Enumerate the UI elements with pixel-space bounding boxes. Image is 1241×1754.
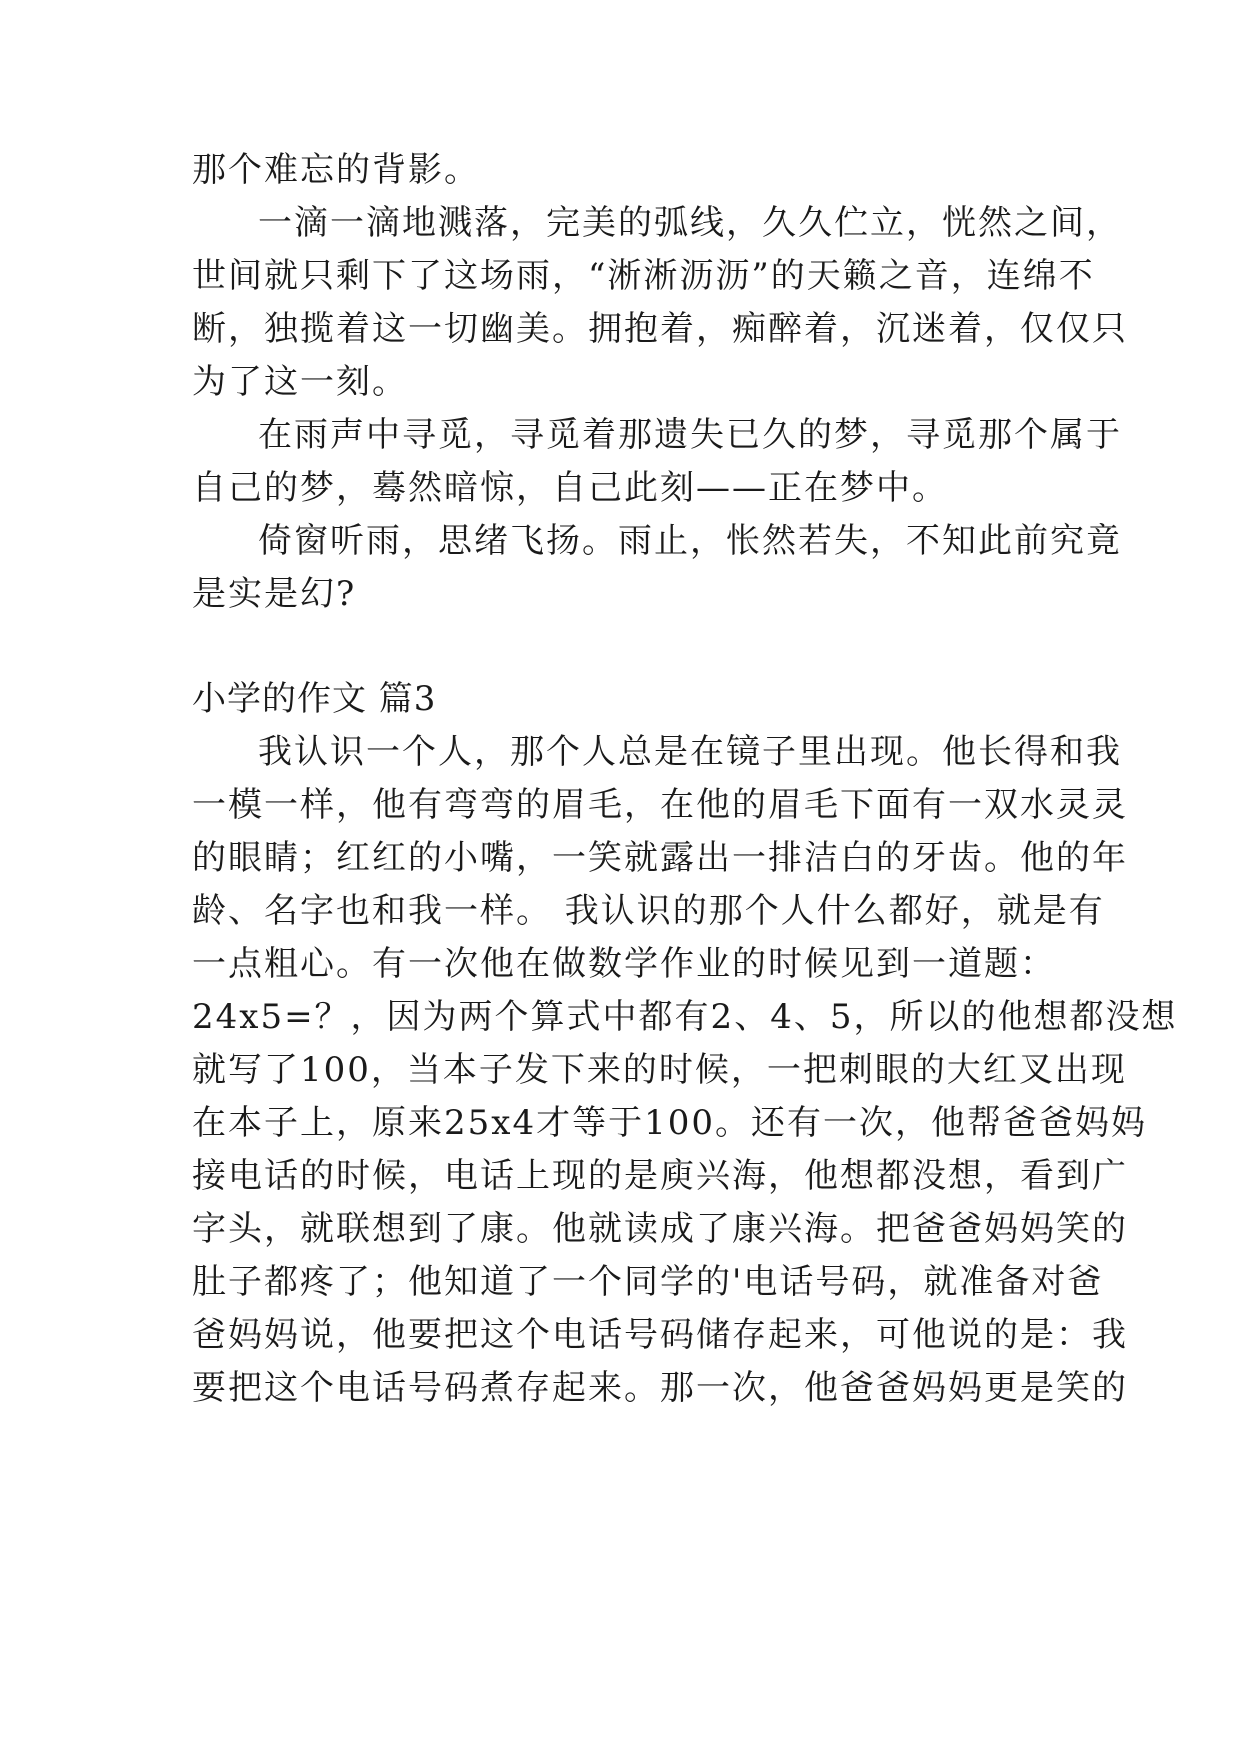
paragraph-line: 字头，就联想到了康。他就读成了康兴海。把爸爸妈妈笑的 <box>192 1209 1128 1249</box>
paragraph-line: 倚窗听雨，思绪飞扬。雨止，怅然若失，不知此前究竟 <box>258 521 1122 561</box>
paragraph-line: 一点粗心。有一次他在做数学作业的时候见到一道题： <box>192 944 1056 984</box>
paragraph-line: 断，独揽着这一切幽美。拥抱着，痴醉着，沉迷着，仅仅只 <box>192 309 1128 349</box>
paragraph-line: 接电话的时候，电话上现的是庾兴海，他想都没想，看到广 <box>192 1156 1128 1196</box>
paragraph-line: 龄、名字也和我一样。 我认识的那个人什么都好，就是有 <box>192 891 1105 931</box>
paragraph-line: 是实是幻? <box>192 574 357 614</box>
paragraph-line: 就写了100，当本子发下来的时候，一把刺眼的大红叉出现 <box>192 1050 1127 1090</box>
section-heading: 小学的作文 篇3 <box>192 679 437 719</box>
paragraph-line: 一模一样，他有弯弯的眉毛，在他的眉毛下面有一双水灵灵 <box>192 785 1128 825</box>
paragraph-line: 爸妈妈说，他要把这个电话号码储存起来，可他说的是：我 <box>192 1315 1128 1355</box>
paragraph-line: 要把这个电话号码煮存起来。那一次，他爸爸妈妈更是笑的 <box>192 1368 1128 1408</box>
paragraph-line: 我认识一个人，那个人总是在镜子里出现。他长得和我 <box>258 732 1122 772</box>
paragraph-line: 肚子都疼了；他知道了一个同学的'电话号码，就准备对爸 <box>192 1262 1104 1302</box>
paragraph-line: 24x5=？，因为两个算式中都有2、4、5，所以的他想都没想 <box>192 997 1178 1037</box>
paragraph-line: 一滴一滴地溅落，完美的弧线，久久伫立，恍然之间， <box>258 203 1122 243</box>
paragraph-line: 为了这一刻。 <box>192 362 408 402</box>
paragraph-line: 在本子上，原来25x4才等于100。还有一次，他帮爸爸妈妈 <box>192 1103 1147 1143</box>
paragraph-line: 世间就只剩下了这场雨，“淅淅沥沥”的天籁之音，连绵不 <box>192 256 1095 296</box>
paragraph-line: 的眼睛；红红的小嘴，一笑就露出一排洁白的牙齿。他的年 <box>192 838 1128 878</box>
paragraph-line: 那个难忘的背影。 <box>192 150 480 190</box>
paragraph-line: 在雨声中寻觅，寻觅着那遗失已久的梦，寻觅那个属于 <box>258 415 1122 455</box>
paragraph-line: 自己的梦，蓦然暗惊，自己此刻——正在梦中。 <box>192 468 948 508</box>
